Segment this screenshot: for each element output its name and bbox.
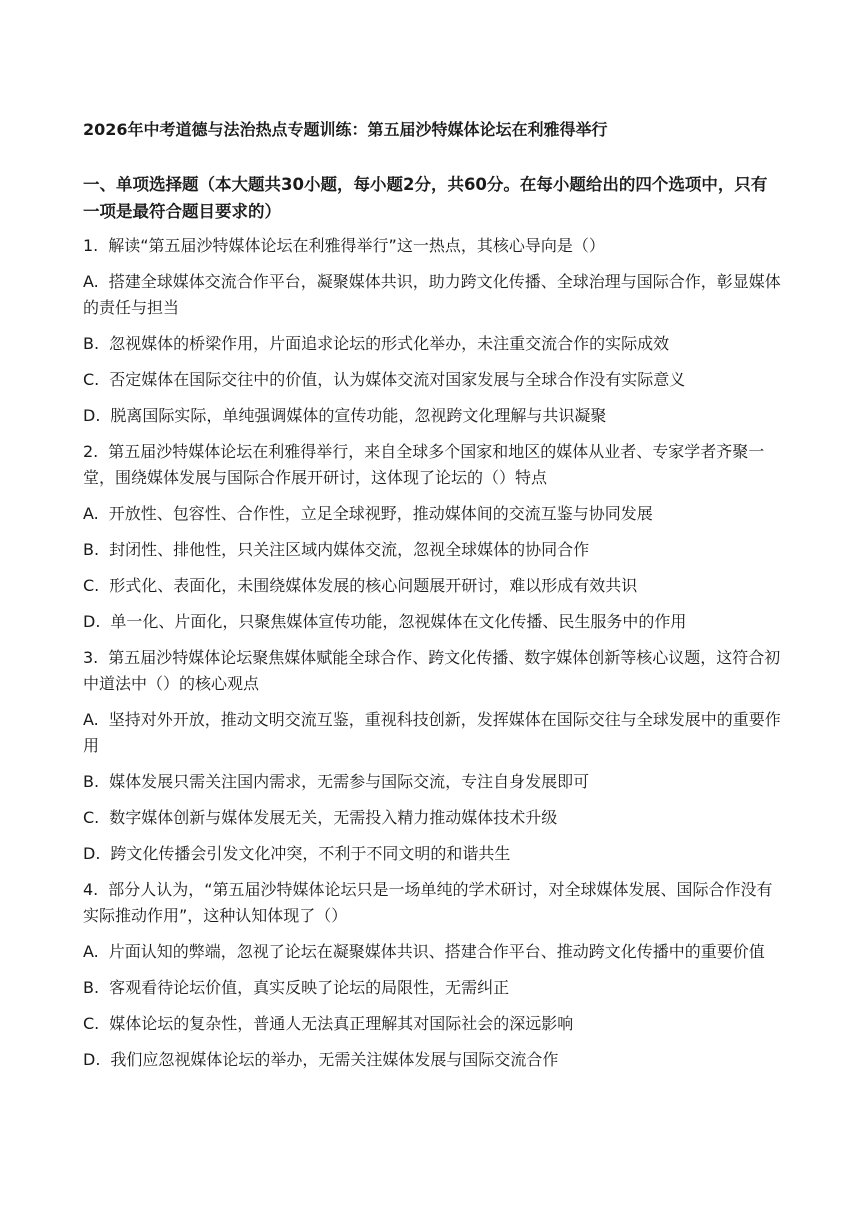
option-letter: D. (83, 406, 101, 425)
option-text: 单一化、片面化，只聚焦媒体宣传功能，忽视媒体在文化传播、民生服务中的作用 (110, 612, 687, 631)
option-d (83, 403, 783, 429)
option-a (83, 939, 783, 965)
option-c (83, 805, 783, 831)
section-heading: 一、单项选择题（本大题共30小题，每小题2分，共60分。在每小题给出的四个选项中，只有一项是最符合题目要求的） (83, 175, 768, 221)
option-b (83, 769, 783, 795)
option-c (83, 573, 783, 599)
option-letter: B. (83, 772, 100, 791)
option-letter: A. (83, 504, 99, 523)
option-text: 开放性、包容性、合作性，立足全球视野，推动媒体间的交流互鉴与协同发展 (108, 504, 653, 523)
option-letter: C. (83, 1014, 100, 1033)
question-4 (83, 877, 783, 1073)
question-1 (83, 233, 783, 429)
question-stem (83, 877, 783, 929)
question-number: 1. (83, 236, 99, 255)
question-number: 3. (83, 648, 99, 667)
option-letter: D. (83, 612, 101, 631)
option-text: 封闭性、排他性，只关注区域内媒体交流，忽视全球媒体的协同合作 (109, 540, 590, 559)
option-d (83, 609, 783, 635)
document-title: 2026年中考道德与法治热点专题训练：第五届沙特媒体论坛在利雅得举行 (83, 120, 608, 139)
question-text: 部分人认为，“第五届沙特媒体论坛只是一场单纯的学术研讨，对全球媒体发展、国际合作没有实际推动作用”，这种认知体现了（） (83, 880, 773, 925)
option-b (83, 975, 783, 1001)
question-text: 第五届沙特媒体论坛在利雅得举行，来自全球多个国家和地区的媒体从业者、专家学者齐聚一堂，围绕媒体发展与国际合作展开研讨，这体现了论坛的（）特点 (83, 442, 765, 487)
option-d (83, 841, 783, 867)
option-letter: D. (83, 844, 101, 863)
option-letter: B. (83, 334, 100, 353)
question-stem (83, 233, 783, 259)
option-b (83, 537, 783, 563)
option-text: 跨文化传播会引发文化冲突，不利于不同文明的和谐共生 (110, 844, 511, 863)
option-text: 数字媒体创新与媒体发展无关，无需投入精力推动媒体技术升级 (109, 808, 558, 827)
question-2 (83, 439, 783, 635)
question-number: 4. (83, 880, 99, 899)
question-number: 2. (83, 442, 99, 461)
option-a (83, 501, 783, 527)
option-letter: B. (83, 540, 100, 559)
option-c (83, 1011, 783, 1037)
option-a (83, 707, 783, 759)
question-text: 第五届沙特媒体论坛聚焦媒体赋能全球合作、跨文化传播、数字媒体创新等核心议题，这符合初中道法中（）的核心观点 (83, 648, 781, 693)
option-a (83, 269, 783, 321)
option-text: 媒体发展只需关注国内需求，无需参与国际交流，专注自身发展即可 (109, 772, 590, 791)
option-text: 媒体论坛的复杂性，普通人无法真正理解其对国际社会的深远影响 (109, 1014, 574, 1033)
option-c (83, 367, 783, 393)
option-text: 脱离国际实际，单纯强调媒体的宣传功能，忽视跨文化理解与共识凝聚 (110, 406, 607, 425)
option-text: 忽视媒体的桥梁作用，片面追求论坛的形式化举办，未注重交流合作的实际成效 (109, 334, 670, 353)
option-text: 我们应忽视媒体论坛的举办，无需关注媒体发展与国际交流合作 (110, 1050, 559, 1069)
question-3 (83, 645, 783, 867)
option-text: 形式化、表面化，未围绕媒体发展的核心问题展开研讨，难以形成有效共识 (109, 576, 638, 595)
option-letter: C. (83, 576, 100, 595)
option-letter: C. (83, 808, 100, 827)
option-letter: A. (83, 942, 99, 961)
option-letter: C. (83, 370, 100, 389)
option-d (83, 1047, 783, 1073)
option-text: 搭建全球媒体交流合作平台，凝聚媒体共识，助力跨文化传播、全球治理与国际合作，彰显媒体的责任与担当 (83, 272, 781, 317)
option-text: 片面认知的弊端，忽视了论坛在凝聚媒体共识、搭建合作平台、推动跨文化传播中的重要价值 (108, 942, 765, 961)
option-text: 客观看待论坛价值，真实反映了论坛的局限性，无需纠正 (109, 978, 510, 997)
option-text: 否定媒体在国际交往中的价值，认为媒体交流对国家发展与全球合作没有实际意义 (109, 370, 686, 389)
option-b (83, 331, 783, 357)
question-stem (83, 439, 783, 491)
option-letter: A. (83, 272, 99, 291)
option-letter: D. (83, 1050, 101, 1069)
document-content (83, 117, 783, 1083)
option-letter: A. (83, 710, 99, 729)
question-text: 解读“第五届沙特媒体论坛在利雅得举行”这一热点，其核心导向是（） (108, 236, 605, 255)
option-text: 坚持对外开放，推动文明交流互鉴，重视科技创新，发挥媒体在国际交往与全球发展中的重要作用 (83, 710, 781, 755)
option-letter: B. (83, 978, 100, 997)
question-stem (83, 645, 783, 697)
